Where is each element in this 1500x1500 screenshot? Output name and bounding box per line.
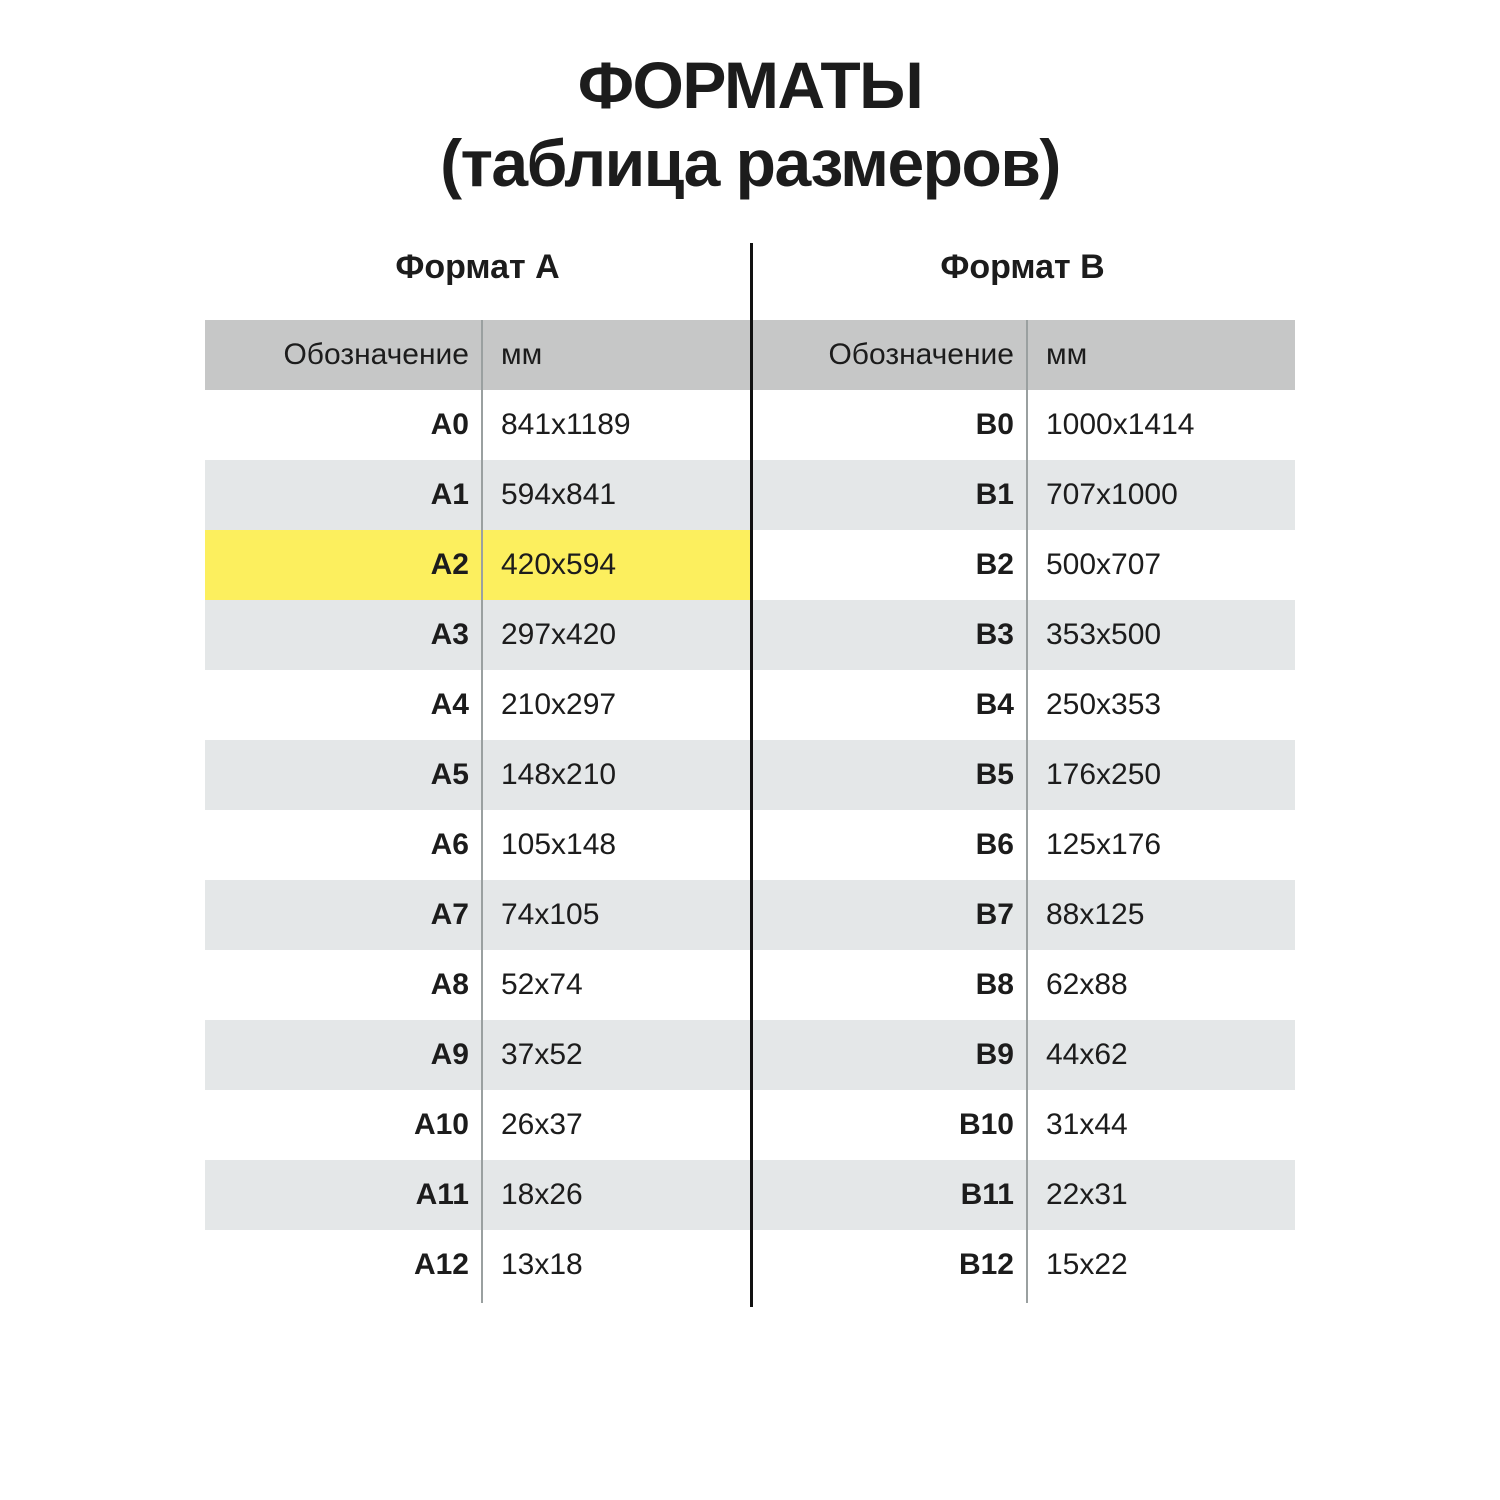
row-designation: A2 — [430, 548, 469, 581]
row-designation: A1 — [430, 478, 469, 511]
format-a-table — [205, 320, 750, 1300]
table-row — [750, 390, 1295, 460]
format-a-header-row — [205, 320, 750, 390]
row-designation: B6 — [975, 828, 1014, 861]
row-designation: A7 — [430, 898, 469, 931]
row-designation: B11 — [960, 1178, 1014, 1211]
row-size-mm: 500x707 — [1046, 548, 1162, 581]
row-designation: B10 — [958, 1108, 1014, 1141]
row-designation: A3 — [430, 618, 469, 651]
row-size-mm: 594x841 — [501, 478, 617, 511]
row-size-mm: 1000x1414 — [1046, 408, 1195, 441]
format-b-table — [750, 320, 1295, 1300]
row-size-mm: 13x18 — [501, 1248, 583, 1281]
row-size-mm: 88x125 — [1046, 898, 1145, 931]
row-designation: B4 — [975, 688, 1014, 721]
table-row — [205, 740, 750, 810]
mm-column-header: мм — [1046, 338, 1088, 371]
table-row — [750, 880, 1295, 950]
row-size-mm: 297x420 — [501, 618, 617, 651]
row-designation: A4 — [430, 688, 469, 721]
row-designation: A9 — [430, 1038, 469, 1071]
table-row — [750, 1090, 1295, 1160]
row-size-mm: 62x88 — [1046, 968, 1128, 1001]
row-size-mm: 210x297 — [501, 688, 617, 721]
row-designation: B1 — [975, 478, 1014, 511]
table-row — [750, 600, 1295, 670]
formats-size-table — [205, 240, 1295, 1310]
table-row — [205, 950, 750, 1020]
row-designation: A10 — [413, 1108, 469, 1141]
table-row — [205, 810, 750, 880]
row-size-mm: 148x210 — [501, 758, 617, 791]
format-b-rows — [750, 390, 1295, 1300]
row-size-mm: 31x44 — [1046, 1108, 1128, 1141]
row-size-mm: 420x594 — [501, 548, 617, 581]
format-a-column-divider — [481, 320, 483, 1303]
row-designation: B3 — [975, 618, 1014, 651]
row-designation: B2 — [975, 548, 1014, 581]
mm-column-header: мм — [501, 338, 543, 371]
table-row — [750, 810, 1295, 880]
page-title-line2: (таблица размеров) — [440, 126, 1060, 200]
designation-column-header: Обозначение — [283, 338, 469, 371]
table-row — [750, 1020, 1295, 1090]
row-size-mm: 105x148 — [501, 828, 617, 861]
table-row — [205, 1160, 750, 1230]
format-a-rows — [205, 390, 750, 1300]
row-designation: A6 — [430, 828, 469, 861]
row-size-mm: 26x37 — [501, 1108, 583, 1141]
table-row — [205, 390, 750, 460]
designation-column-header: Обозначение — [828, 338, 1014, 371]
page-title — [0, 46, 1500, 202]
row-size-mm: 37x52 — [501, 1038, 583, 1071]
row-designation: B0 — [975, 408, 1014, 441]
center-divider-line — [750, 243, 753, 1307]
table-row — [205, 880, 750, 950]
table-row — [205, 1230, 750, 1300]
row-size-mm: 176x250 — [1046, 758, 1162, 791]
table-row — [750, 950, 1295, 1020]
row-size-mm: 707x1000 — [1046, 478, 1178, 511]
row-size-mm: 250x353 — [1046, 688, 1162, 721]
row-designation: B12 — [958, 1248, 1014, 1281]
table-row — [750, 1160, 1295, 1230]
row-designation: A12 — [413, 1248, 469, 1281]
row-size-mm: 841x1189 — [501, 408, 631, 441]
table-row — [205, 670, 750, 740]
row-size-mm: 22x31 — [1046, 1178, 1128, 1211]
format-b-heading: Формат В — [940, 248, 1105, 286]
row-size-mm: 353x500 — [1046, 618, 1162, 651]
format-a-heading: Формат А — [395, 248, 560, 286]
row-size-mm: 125x176 — [1046, 828, 1162, 861]
row-designation: A0 — [430, 408, 469, 441]
table-row — [205, 1020, 750, 1090]
page-title-line1: ФОРМАТЫ — [577, 48, 923, 122]
table-row — [750, 460, 1295, 530]
row-size-mm: 18x26 — [501, 1178, 583, 1211]
row-designation: B9 — [975, 1038, 1014, 1071]
row-designation: B8 — [975, 968, 1014, 1001]
row-size-mm: 52x74 — [501, 968, 583, 1001]
row-size-mm: 15x22 — [1046, 1248, 1128, 1281]
row-designation: B5 — [975, 758, 1014, 791]
table-row — [205, 460, 750, 530]
table-row — [205, 530, 750, 600]
format-b-header-row — [750, 320, 1295, 390]
row-designation: A8 — [430, 968, 469, 1001]
table-row — [205, 1090, 750, 1160]
format-b-column-divider — [1026, 320, 1028, 1303]
table-row — [750, 740, 1295, 810]
row-size-mm: 44x62 — [1046, 1038, 1128, 1071]
row-designation: A5 — [430, 758, 469, 791]
table-row — [750, 670, 1295, 740]
row-designation: B7 — [975, 898, 1014, 931]
table-row — [205, 600, 750, 670]
table-row — [750, 530, 1295, 600]
row-size-mm: 74x105 — [501, 898, 600, 931]
table-row — [750, 1230, 1295, 1300]
row-designation: A11 — [415, 1178, 469, 1211]
